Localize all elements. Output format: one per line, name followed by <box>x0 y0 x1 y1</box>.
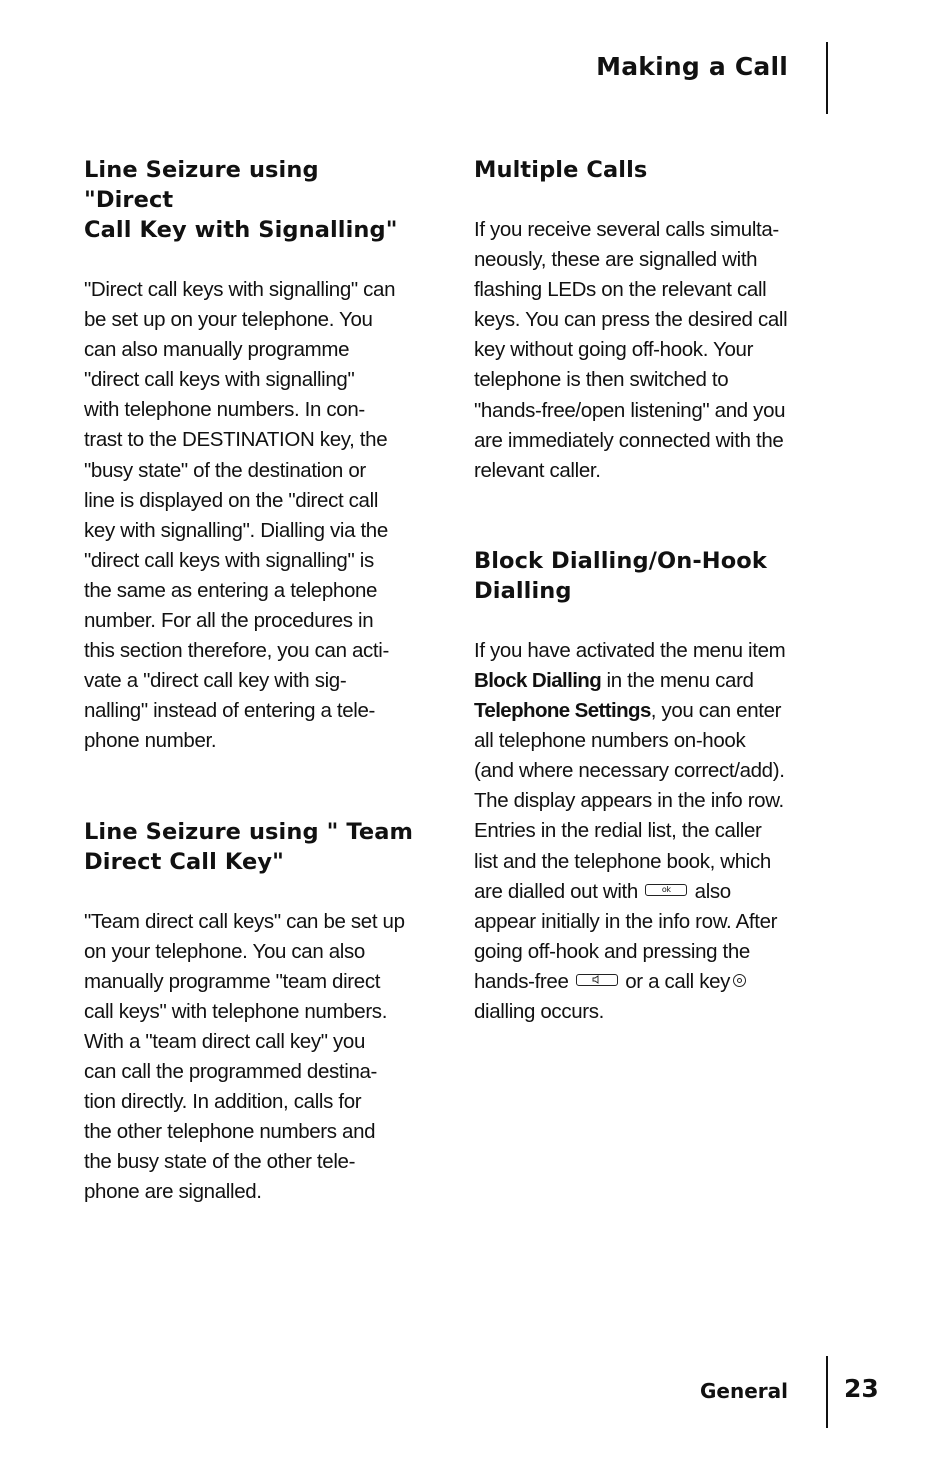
heading-line: Line Seizure using "Direct <box>84 157 319 213</box>
body-line: Entries in the redial list, the caller <box>474 819 762 843</box>
section-multiple-calls <box>474 155 804 486</box>
body-line: "hands-free/open listening" and you <box>474 398 786 422</box>
body-line: flashing LEDs on the relevant call <box>474 278 767 302</box>
call-key-icon <box>733 974 746 987</box>
body-line: key with signalling". Dialling via the <box>84 518 388 542</box>
section-block-dialling <box>474 546 804 1027</box>
hands-free-key-icon <box>576 974 618 986</box>
body-line: If you receive several calls simulta- <box>474 218 779 241</box>
section-body <box>84 275 414 757</box>
heading-line: Direct Call Key" <box>84 848 284 875</box>
body-line: the other telephone numbers and <box>84 1120 376 1144</box>
body-line: "direct call keys with signalling" <box>84 368 355 392</box>
section-heading <box>474 546 804 606</box>
footer-divider <box>826 1356 828 1428</box>
body-line: key without going off-hook. Your <box>474 338 754 362</box>
body-line: relevant caller. <box>474 458 601 482</box>
body-line: phone are signalled. <box>84 1180 262 1204</box>
section-heading <box>84 817 414 877</box>
heading-line: Dialling <box>474 577 572 604</box>
heading-line: Multiple Calls <box>474 157 648 183</box>
body-line: the busy state of the other tele- <box>84 1150 356 1174</box>
body-line: number. For all the procedures in <box>84 609 374 633</box>
footer-section-label: General <box>700 1379 788 1403</box>
body-text: hands-free <box>474 969 569 993</box>
header-divider <box>826 42 828 114</box>
body-line: all telephone numbers on-hook <box>474 729 746 753</box>
running-title: Making a Call <box>596 52 788 81</box>
menu-item-name: Block Dialling <box>474 668 602 692</box>
body-line: list and the telephone book, which <box>474 849 771 873</box>
body-line: trast to the DESTINATION key, the <box>84 428 388 452</box>
body-line: (and where necessary correct/add). <box>474 759 785 783</box>
section-heading <box>474 155 804 185</box>
page-number: 23 <box>844 1374 879 1403</box>
body-text: in the menu card <box>601 668 754 692</box>
body-line: line is displayed on the "direct call <box>84 488 379 512</box>
left-column <box>84 150 414 1267</box>
body-text: also <box>694 879 731 903</box>
body-line: tion directly. In addition, calls for <box>84 1090 362 1114</box>
body-line <box>474 666 804 696</box>
body-line: dialling occurs. <box>474 999 604 1023</box>
heading-line: Block Dialling/On-Hook <box>474 547 767 574</box>
body-line: be set up on your telephone. You <box>84 308 373 332</box>
section-heading <box>84 155 414 245</box>
body-line: neously, these are signalled with <box>474 248 758 272</box>
body-line: The display appears in the info row. <box>474 789 784 813</box>
section-body <box>474 215 804 486</box>
body-line: can call the programmed destina- <box>84 1059 378 1083</box>
body-line: phone number. <box>84 729 217 753</box>
body-line: "busy state" of the destination or <box>84 458 366 482</box>
body-line: call keys" with telephone numbers. <box>84 999 388 1023</box>
section-direct-call-key <box>84 155 414 757</box>
body-line: manually programme "team direct <box>84 969 381 993</box>
body-line: can also manually programme <box>84 338 350 362</box>
body-line: appear initially in the info row. After <box>474 909 778 933</box>
body-line: vate a "direct call key with sig- <box>84 669 347 693</box>
section-body <box>84 907 414 1208</box>
ok-key-icon: ok <box>645 884 687 896</box>
body-line: If you have activated the menu item <box>474 638 786 662</box>
body-line: nalling" instead of entering a tele- <box>84 699 375 723</box>
body-line: are immediately connected with the <box>474 428 784 452</box>
section-team-direct-call-key <box>84 817 414 1208</box>
body-line: "Team direct call keys" can be set up <box>84 909 405 933</box>
menu-card-name: Telephone Settings <box>474 699 651 723</box>
body-text: or a call key <box>625 969 731 993</box>
body-line: this section therefore, you can acti- <box>84 639 389 663</box>
body-line <box>474 696 804 726</box>
body-line: with telephone numbers. In con- <box>84 398 365 422</box>
heading-line: Call Key with Signalling" <box>84 217 398 243</box>
heading-line: Line Seizure using " Team <box>84 818 414 845</box>
body-line <box>474 967 804 997</box>
body-line: on your telephone. You can also <box>84 939 365 963</box>
section-body <box>474 636 804 1027</box>
body-line <box>474 877 804 907</box>
body-line: going off-hook and pressing the <box>474 939 750 963</box>
body-line: "Direct call keys with signalling" can <box>84 278 396 301</box>
body-line: "direct call keys with signalling" is <box>84 548 374 572</box>
right-column <box>474 150 804 1087</box>
body-text: , you can enter <box>650 699 782 723</box>
body-line: the same as entering a telephone <box>84 578 378 602</box>
body-line: keys. You can press the desired call <box>474 308 788 332</box>
body-line: telephone is then switched to <box>474 368 729 392</box>
body-text: are dialled out with <box>474 879 638 903</box>
body-line: With a "team direct call key" you <box>84 1029 365 1053</box>
